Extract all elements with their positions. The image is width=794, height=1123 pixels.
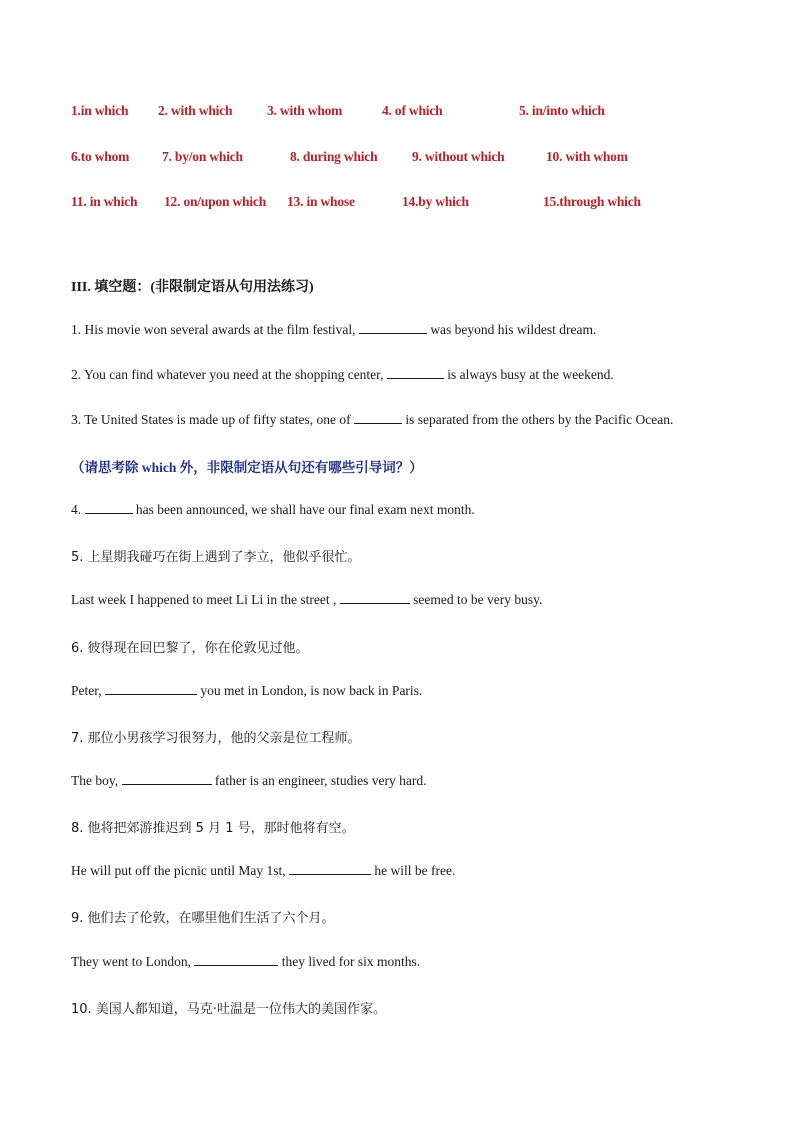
question-3-blank[interactable] [354, 411, 402, 424]
question-7-chinese: 7. 那位小男孩学习很努力，他的父亲是位工程师。 [71, 731, 361, 746]
question-5-chinese: 5. 上星期我碰巧在街上遇到了李立，他似乎很忙。 [71, 550, 361, 565]
answer-14: 14.by which [402, 194, 469, 209]
question-8-text-after: he will be free. [370, 863, 456, 878]
question-2 [71, 366, 614, 383]
question-7 [71, 772, 427, 789]
question-8 [71, 862, 455, 879]
question-4-text-before: 4. [71, 502, 85, 517]
question-3-text-after: is separated from the others by the Pacific Ocean. [402, 412, 674, 427]
question-9-text-after: they lived for six months. [278, 954, 421, 969]
question-9-blank[interactable] [194, 953, 278, 966]
question-8-chinese: 8. 他将把郊游推迟到 5 月 1 号，那时他将有空。 [71, 821, 355, 836]
question-9 [71, 953, 420, 970]
question-2-text-after: is always busy at the weekend. [443, 367, 614, 382]
question-3 [71, 411, 673, 428]
answer-4: 4. of which [382, 103, 443, 118]
answer-5: 5. in/into which [519, 103, 605, 118]
answer-11: 11. in which [71, 194, 138, 209]
answer-3: 3. with whom [267, 103, 343, 118]
question-1-text-before: 1. His movie won several awards at the film festival, [71, 322, 359, 337]
question-8-text-before: He will put off the picnic until May 1st, [71, 863, 289, 878]
answer-2: 2. with which [158, 103, 233, 118]
question-5-text-after: seemed to be very busy. [409, 592, 543, 607]
question-4-text-after: has been announced, we shall have our final exam next month. [132, 502, 475, 517]
answer-7: 7. by/on which [162, 149, 243, 164]
question-7-blank[interactable] [122, 772, 212, 785]
question-5 [71, 591, 542, 608]
question-5-blank[interactable] [340, 591, 410, 604]
answer-9: 9. without which [412, 149, 505, 164]
answer-8: 8. during which [290, 149, 378, 164]
hint-text: （请思考除 which 外，非限制定语从句还有哪些引导词？） [71, 460, 423, 475]
answer-15: 15.through which [543, 194, 641, 209]
answer-10: 10. with whom [546, 149, 628, 164]
question-7-text-before: The boy, [71, 773, 122, 788]
question-1-text-after: was beyond his wildest dream. [426, 322, 597, 337]
question-2-text-before: 2. You can find whatever you need at the shopping center, [71, 367, 387, 382]
question-7-text-after: father is an engineer, studies very hard. [211, 773, 427, 788]
answer-12: 12. on/upon which [164, 194, 267, 209]
answer-6: 6.to whom [71, 149, 130, 164]
question-2-blank[interactable] [387, 366, 444, 379]
question-1 [71, 321, 596, 338]
question-9-text-before: They went to London, [71, 954, 195, 969]
question-5-text-before: Last week I happened to meet Li Li in the street , [71, 592, 340, 607]
question-4 [71, 501, 475, 518]
question-10-chinese: 10. 美国人都知道，马克·吐温是一位伟大的美国作家。 [71, 1002, 386, 1017]
answer-1: 1.in which [71, 103, 129, 118]
question-1-blank[interactable] [359, 321, 427, 334]
question-6-text-before: Peter, [71, 683, 105, 698]
question-3-text-before: 3. Te United States is made up of fifty states, one of [71, 412, 354, 427]
question-9-chinese: 9. 他们去了伦敦，在哪里他们生活了六个月。 [71, 911, 335, 926]
question-8-blank[interactable] [289, 862, 371, 875]
question-6-text-after: you met in London, is now back in Paris. [196, 683, 423, 698]
question-4-blank[interactable] [85, 501, 133, 514]
answer-13: 13. in whose [287, 194, 355, 209]
question-6 [71, 682, 422, 699]
question-6-chinese: 6. 彼得现在回巴黎了，你在伦敦见过他。 [71, 641, 309, 656]
section-heading: III. 填空题：(非限制定语从句用法练习) [71, 280, 314, 295]
question-6-blank[interactable] [105, 682, 197, 695]
